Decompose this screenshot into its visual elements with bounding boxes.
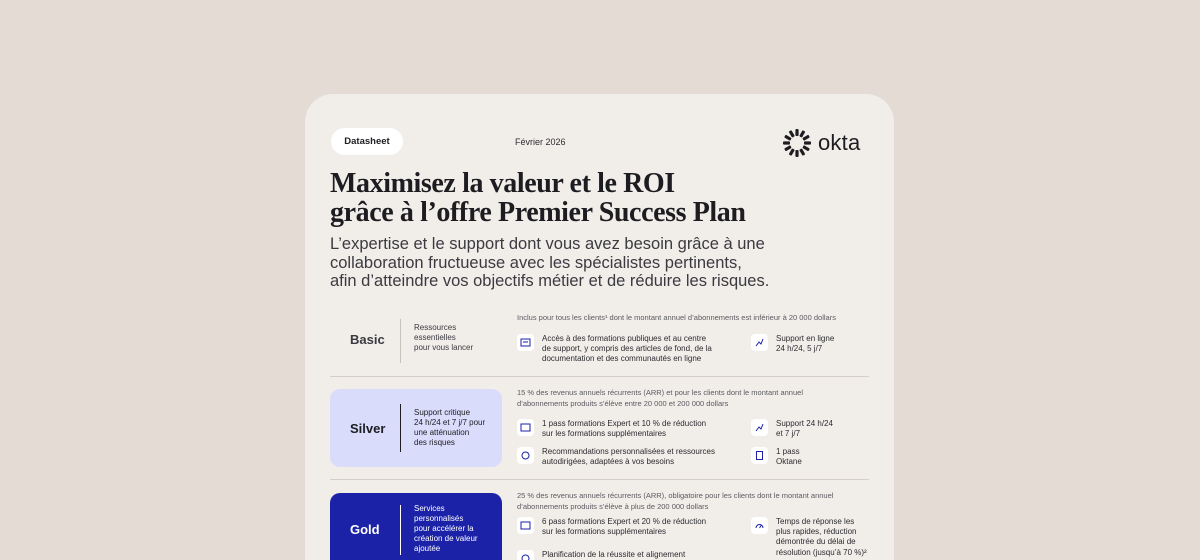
title-line: Maximisez la valeur et le ROI: [330, 168, 675, 199]
feature-text: 6 pass formations Expert et 20 % de réduction sur les formations supplémentaires: [542, 517, 707, 537]
title-line: grâce à l’offre Premier Success Plan: [330, 197, 746, 228]
subtitle-line: afin d’atteindre vos objectifs métier et de réduire les risques.: [330, 272, 770, 290]
support-icon: [751, 419, 768, 436]
tier-gold-note: 25 % des revenus annuels récurrents (ARR), obligatoire pour les clients dont le montant annuel d’abonnements produits s’élève à plus de 200 000 dollars: [517, 491, 834, 511]
tier-gold-desc: Services personnalisés pour accélérer la création de valeur ajoutée: [414, 504, 478, 553]
tier-separator: [400, 404, 401, 452]
tier-basic: [330, 315, 870, 375]
feature-item: [751, 517, 867, 558]
page-subtitle: [330, 235, 870, 291]
feature-item: [751, 419, 833, 439]
planning-icon: [517, 550, 534, 560]
date-label: Février 2026: [515, 137, 566, 147]
recommendation-icon: [517, 447, 534, 464]
feature-text: Support 24 h/24 et 7 j/7: [776, 419, 833, 439]
feature-text: 1 pass formations Expert et 10 % de réduction sur les formations supplémentaires: [542, 419, 707, 439]
tier-separator: [400, 505, 401, 555]
tier-basic-header: [330, 315, 502, 370]
datasheet-pill: Datasheet: [331, 128, 403, 155]
ticket-icon: [751, 447, 768, 464]
feature-item: [751, 447, 802, 467]
logo-wordmark: okta: [818, 130, 861, 155]
tier-gold-name: Gold: [350, 522, 380, 537]
support-icon: [751, 334, 768, 351]
feature-item: [517, 447, 715, 467]
feature-text: Accès à des formations publiques et au centre de support, y compris des articles de fond, de la documentation et des communautés en ligne: [542, 334, 712, 364]
feature-text: Recommandations personnalisées et ressources autodirigées, adaptées à vos besoins: [542, 447, 715, 467]
page-title: [330, 169, 850, 227]
training-icon: [517, 334, 534, 351]
feature-item: [517, 334, 712, 365]
tier-basic-name: Basic: [350, 332, 385, 347]
feature-item: [517, 517, 706, 537]
tier-basic-desc: Ressources essentielles pour vous lancer: [414, 323, 474, 352]
feature-text: 1 pass Oktane: [776, 447, 802, 467]
tier-basic-note: Inclus pour tous les clients¹ dont le montant annuel d’abonnements est inférieur à 20 000 dollars: [517, 313, 836, 322]
feature-text: Temps de réponse les plus rapides, réduction démontrée du délai de résolution (jusqu’à 70 %)²: [776, 517, 867, 557]
subtitle-line: L’expertise et le support dont vous avez besoin grâce à une: [330, 235, 765, 253]
feature-text: Planification de la réussite et alignement: [542, 550, 686, 559]
datasheet-card: [305, 94, 894, 560]
tier-silver-desc: Support critique 24 h/24 et 7 j/7 pour une atténuation des risques: [414, 408, 486, 447]
tier-silver-note: 15 % des revenus annuels récurrents (ARR) et pour les clients dont le montant annuel d’abonnements produits s’élève entre 20 000 et 200 000 dollars: [517, 388, 803, 408]
tier-silver: [330, 389, 870, 469]
feature-item: [517, 550, 685, 560]
tier-gold: [330, 493, 870, 560]
divider: [330, 479, 869, 480]
okta-logo: [782, 128, 860, 158]
pass-icon: [517, 419, 534, 436]
feature-item: [751, 334, 834, 354]
tier-silver-name: Silver: [350, 421, 386, 436]
divider: [330, 376, 869, 377]
tier-gold-header: [330, 493, 502, 560]
feature-item: [517, 419, 706, 439]
pass-icon: [517, 517, 534, 534]
tier-separator: [400, 319, 401, 363]
speed-icon: [751, 517, 768, 534]
subtitle-line: collaboration fructueuse avec les spécialistes pertinents,: [330, 253, 742, 272]
feature-text: Support en ligne 24 h/24, 5 j/7: [776, 334, 835, 354]
tier-silver-header: [330, 389, 502, 467]
okta-sunburst-icon: [782, 128, 812, 158]
